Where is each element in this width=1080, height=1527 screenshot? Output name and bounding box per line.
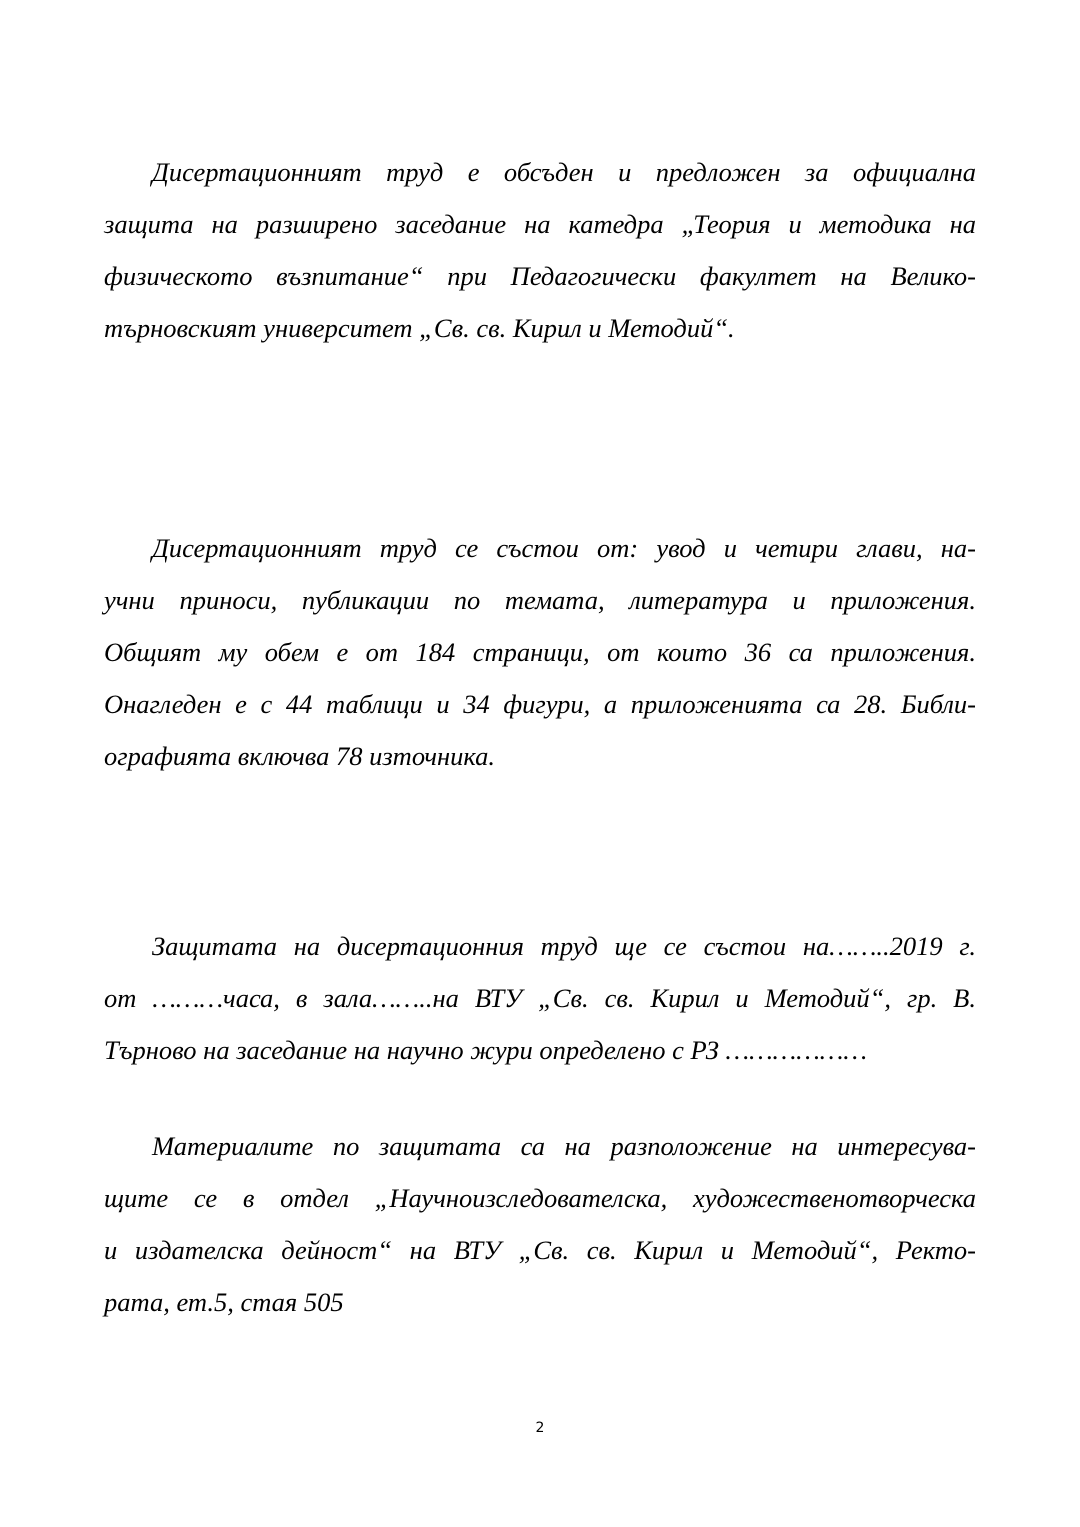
paragraph-line: Дисертационният труд се състои от: увод и четири глави, на- — [152, 533, 976, 563]
paragraph-line: Дисертационният труд е обсъден и предложен за официална — [152, 157, 976, 187]
paragraph-line: Защитата на дисертационния труд ще се състои на……..2019 г. — [152, 931, 976, 961]
paragraph-line: Материалите по защитата са на разположение на интересува- — [152, 1131, 976, 1161]
paragraph-line: Онагледен е с 44 таблици и 34 фигури, а приложенията са 28. Библи- — [104, 689, 976, 719]
paragraph-defense-discussion — [104, 146, 976, 354]
page-number: 2 — [535, 1420, 545, 1436]
paragraph-line: защита на разширено заседание на катедра „Теория и методика на — [104, 209, 976, 239]
paragraph-line: физическото възпитание“ при Педагогически факултет на Велико- — [104, 261, 976, 291]
paragraph-line: учни приноси, публикации по темата, литература и приложения. — [104, 585, 976, 615]
paragraph-line: щите се в отдел „Научноизследователска, художественотворческа — [104, 1183, 976, 1213]
paragraph-line: и издателска дейност“ на ВТУ „Св. св. Кирил и Методий“, Ректо- — [104, 1235, 976, 1265]
paragraph-dissertation-structure — [104, 522, 976, 782]
paragraph-line: търновският университет „Св. св. Кирил и Методий“. — [104, 313, 735, 343]
paragraph-line: рата, ет.5, стая 505 — [104, 1287, 344, 1317]
paragraph-line: от ………часа, в зала……..на ВТУ „Св. св. Кирил и Методий“, гр. В. — [104, 983, 976, 1013]
paragraph-line: Общият му обем е от 184 страници, от които 36 са приложения. — [104, 637, 976, 667]
paragraph-materials-location — [104, 1120, 976, 1328]
paragraph-line: ографията включва 78 източника. — [104, 741, 496, 771]
paragraph-defense-date — [104, 920, 976, 1076]
paragraph-line: Търново на заседание на научно жури определено с РЗ ……………… — [104, 1035, 867, 1065]
